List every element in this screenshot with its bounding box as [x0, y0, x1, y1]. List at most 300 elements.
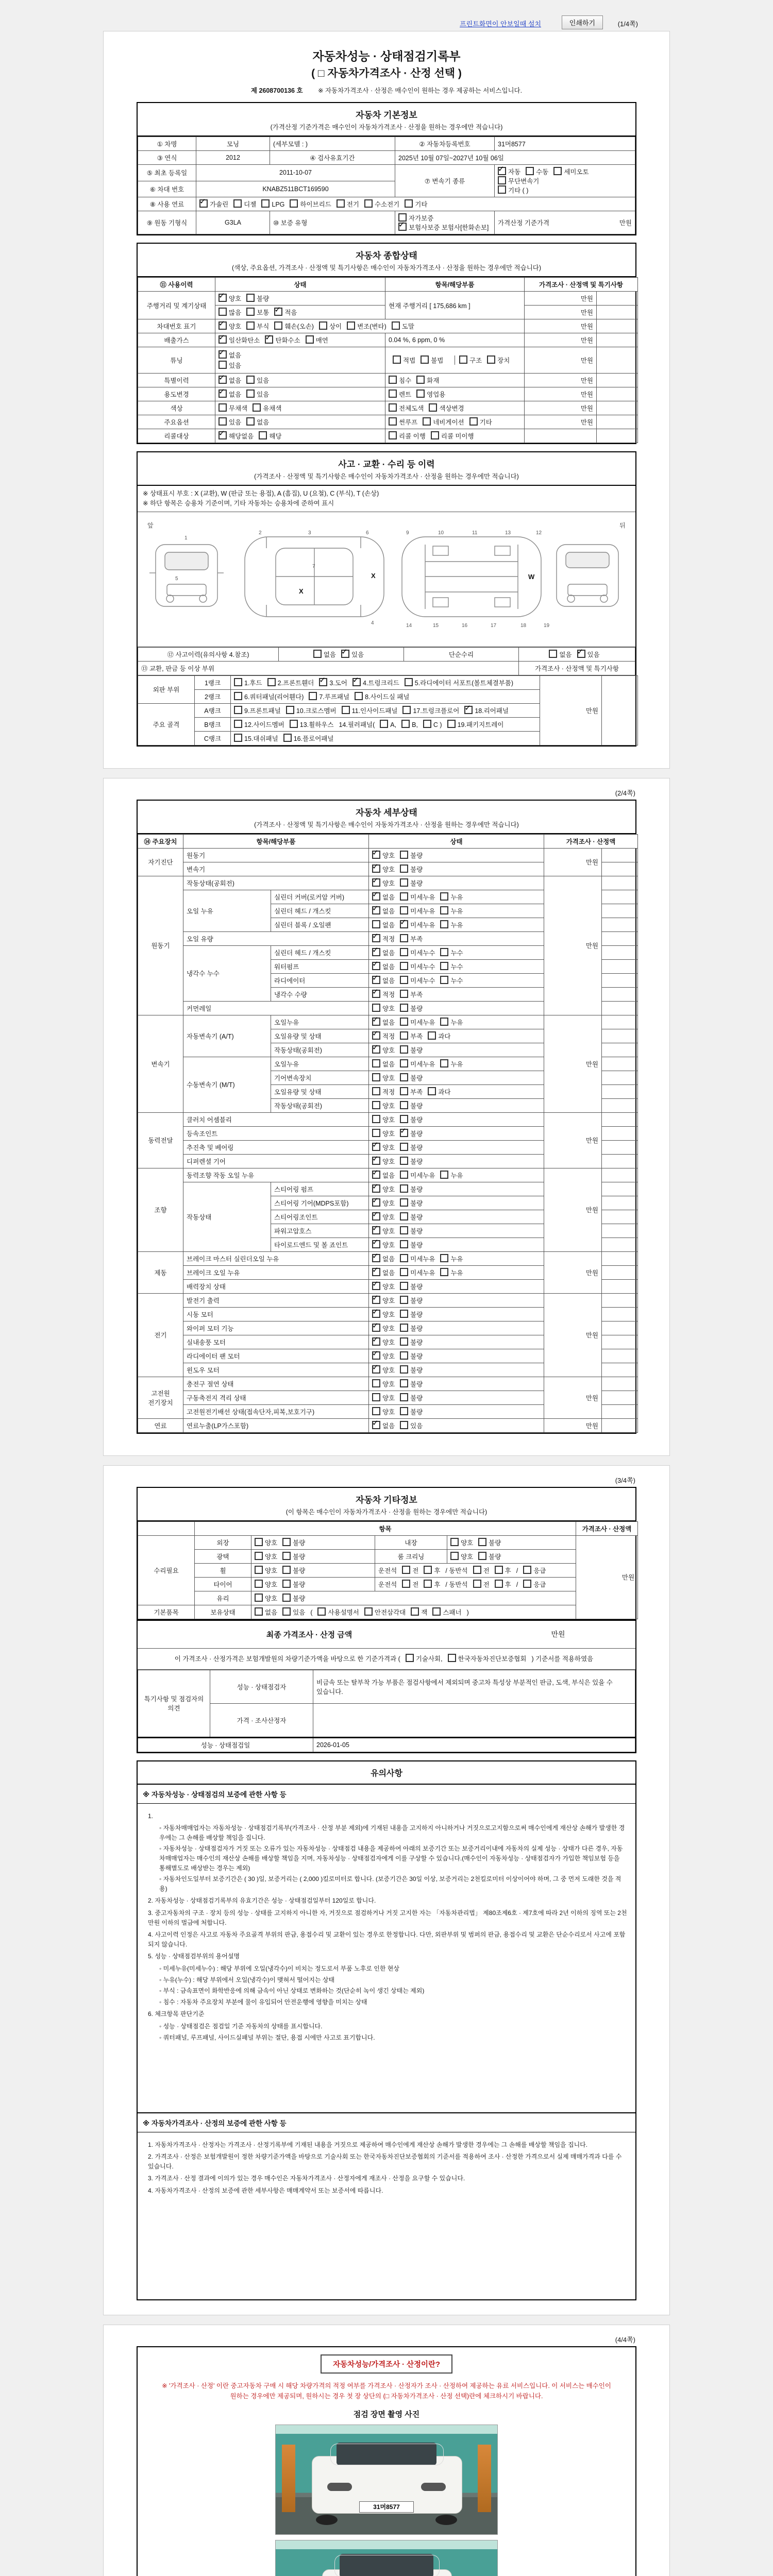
checkbox[interactable]: [274, 321, 314, 331]
checkbox-checked[interactable]: [464, 706, 509, 715]
td-el: [375, 1577, 576, 1591]
checkbox[interactable]: [402, 706, 459, 715]
checkbox[interactable]: [389, 431, 426, 440]
span-el: [526, 167, 534, 175]
checkbox[interactable]: [424, 1566, 440, 1575]
td-el: 만원: [525, 401, 597, 415]
checkbox-checked[interactable]: [372, 906, 395, 916]
g-el: [147, 521, 626, 529]
checkbox[interactable]: [400, 906, 435, 916]
div-el: [334, 2555, 440, 2576]
checkbox-checked[interactable]: [319, 678, 347, 687]
checkbox-checked[interactable]: [219, 376, 241, 385]
tbody-el: [138, 137, 635, 234]
checkbox-checked[interactable]: [372, 892, 395, 902]
td-el: ③ 연식: [138, 151, 196, 165]
td-el: 차대번호 표기: [138, 319, 215, 333]
checkbox[interactable]: [246, 308, 269, 317]
checkbox[interactable]: [495, 1566, 511, 1575]
circle-el: [199, 595, 207, 602]
checkbox[interactable]: [523, 1566, 546, 1575]
checkbox[interactable]: [282, 1580, 305, 1589]
checkbox[interactable]: [400, 1045, 423, 1055]
rect-el: [495, 546, 510, 555]
print-button[interactable]: 인쇄하기: [562, 15, 603, 29]
checkbox[interactable]: [400, 865, 423, 874]
checkbox[interactable]: [440, 1254, 463, 1263]
checkbox[interactable]: [246, 417, 269, 427]
checkbox[interactable]: [423, 720, 442, 728]
checkbox[interactable]: [447, 720, 504, 729]
checkbox-checked[interactable]: [372, 1184, 395, 1194]
checkbox-checked[interactable]: [372, 934, 395, 943]
checkbox[interactable]: [495, 1580, 511, 1589]
checkbox[interactable]: [400, 1101, 423, 1110]
price-unit: 만원: [544, 1251, 602, 1293]
checkbox-checked[interactable]: [398, 223, 489, 232]
checkbox[interactable]: [400, 1296, 423, 1305]
checkbox[interactable]: [440, 906, 463, 916]
checkbox[interactable]: [523, 1580, 546, 1589]
checkbox[interactable]: [337, 199, 359, 209]
checkbox-checked[interactable]: [372, 1143, 395, 1152]
checkbox[interactable]: [400, 1351, 423, 1361]
section-accident-history: [137, 451, 636, 747]
checkbox[interactable]: [290, 199, 331, 209]
checkbox[interactable]: [372, 1129, 395, 1138]
checkbox-checked[interactable]: [352, 678, 399, 687]
checkbox[interactable]: [372, 1087, 395, 1096]
checkbox-checked[interactable]: [372, 1031, 395, 1041]
span-el: [372, 1198, 380, 1207]
checkbox[interactable]: [400, 1337, 423, 1347]
checkbox-checked[interactable]: [372, 976, 395, 985]
checkbox-checked[interactable]: [219, 321, 241, 331]
item-label: 고전원전기배선 상태(접속단자,피복,보호기구): [183, 1404, 369, 1418]
checkbox[interactable]: [400, 1421, 423, 1430]
checkbox[interactable]: [411, 1607, 427, 1617]
checkbox[interactable]: [255, 1552, 277, 1561]
checkbox[interactable]: [400, 1157, 423, 1166]
notice-content-1: [138, 1804, 635, 2113]
checkbox[interactable]: [440, 1268, 463, 1277]
option-label: 리콜 미이행: [441, 433, 474, 440]
checkbox[interactable]: [478, 1538, 501, 1547]
checkbox[interactable]: [372, 920, 395, 929]
checkbox[interactable]: [400, 1226, 423, 1235]
checkbox[interactable]: [347, 321, 386, 331]
checkbox[interactable]: [402, 1580, 418, 1589]
checkbox[interactable]: [282, 1607, 305, 1617]
state-options: [369, 1182, 544, 1196]
checkbox[interactable]: [400, 1115, 423, 1124]
option-label: C ): [433, 721, 442, 728]
checkbox[interactable]: [428, 1031, 450, 1041]
item-label: 스티어링 기어(MDPS포함): [271, 1196, 369, 1210]
checkbox[interactable]: [372, 1379, 395, 1388]
checkbox-checked[interactable]: [577, 650, 600, 659]
checkbox-checked[interactable]: [372, 990, 395, 999]
checkbox[interactable]: [400, 1198, 423, 1208]
checkbox[interactable]: [364, 199, 399, 209]
checkbox[interactable]: [393, 355, 415, 365]
checkbox[interactable]: [440, 948, 463, 957]
checkbox-checked[interactable]: [498, 167, 520, 176]
checkbox[interactable]: [459, 355, 482, 365]
checkbox[interactable]: [309, 692, 349, 701]
option-label: 누유: [450, 1019, 463, 1026]
checkbox[interactable]: [498, 185, 528, 195]
item-label: 윈도우 모터: [183, 1363, 369, 1377]
option-label: A,: [390, 721, 397, 728]
checkbox[interactable]: [400, 1324, 423, 1333]
checkbox[interactable]: [400, 1059, 435, 1069]
section-comprehensive: [137, 243, 636, 444]
checkbox-checked[interactable]: [219, 335, 260, 345]
checkbox[interactable]: [372, 1407, 395, 1416]
checkbox[interactable]: [255, 1580, 277, 1589]
checkbox[interactable]: [372, 1059, 395, 1069]
checkbox-checked[interactable]: [219, 294, 241, 303]
item-label: 라디에이터: [271, 973, 369, 987]
checkbox[interactable]: [234, 720, 284, 729]
option-label: 불량: [257, 295, 270, 302]
checkbox-checked[interactable]: [274, 308, 297, 317]
checkbox-checked[interactable]: [219, 431, 254, 440]
checkbox[interactable]: [234, 706, 281, 715]
checkbox[interactable]: [526, 167, 548, 176]
checkbox[interactable]: [400, 1393, 423, 1402]
checkbox-checked[interactable]: [219, 350, 382, 360]
checkbox[interactable]: [234, 678, 262, 687]
checkbox[interactable]: [440, 1018, 463, 1027]
checkbox[interactable]: [405, 199, 427, 209]
span-el: [400, 1324, 408, 1332]
td-el: 성능 · 상태점검자: [210, 1670, 313, 1703]
checkbox[interactable]: [389, 376, 411, 385]
notice-item: 2. 자동차성능 · 상태점검기록부의 유효기간은 성능 · 상태점검일부터 120일로 합니다.: [148, 1897, 376, 1905]
checkbox-checked[interactable]: [372, 1421, 395, 1430]
checkbox-checked[interactable]: [372, 878, 395, 888]
text-el: 16: [462, 622, 468, 629]
checkbox[interactable]: [372, 1115, 395, 1124]
checkbox[interactable]: [255, 1607, 277, 1617]
checkbox[interactable]: [405, 678, 513, 687]
checkbox[interactable]: [423, 417, 464, 427]
price-value-cell: [602, 904, 638, 918]
checkbox[interactable]: [255, 1538, 277, 1547]
checkbox-checked[interactable]: [372, 851, 395, 860]
checkbox-checked[interactable]: [372, 1171, 395, 1180]
checkbox-checked[interactable]: [372, 1324, 395, 1333]
td-el: ⑤ 최초 등록일: [138, 165, 196, 181]
checkbox-checked[interactable]: [372, 948, 395, 957]
th-el: ⑭ 주요장치: [138, 834, 183, 848]
text-el: 19: [544, 622, 550, 629]
checkbox[interactable]: [392, 321, 414, 331]
checkbox-checked[interactable]: [265, 335, 300, 345]
option-label: 양호: [382, 1185, 395, 1193]
checkbox[interactable]: [448, 1654, 527, 1664]
state-options: [369, 904, 544, 918]
checkbox[interactable]: [440, 920, 463, 929]
item-label: 작동상태(공회전): [183, 876, 369, 890]
checkbox-checked[interactable]: [372, 1226, 395, 1235]
td-el: [597, 347, 638, 374]
checkbox[interactable]: [400, 1407, 423, 1416]
checkbox-checked[interactable]: [372, 1282, 395, 1291]
checkbox[interactable]: [372, 1393, 395, 1402]
checkbox-checked[interactable]: [372, 1268, 395, 1277]
span-el: [372, 1059, 380, 1067]
checkbox[interactable]: [440, 962, 463, 971]
checkbox-checked[interactable]: [400, 920, 435, 929]
checkbox[interactable]: [400, 1365, 423, 1375]
checkbox-checked[interactable]: [372, 1157, 395, 1166]
checkbox[interactable]: [400, 990, 423, 999]
checkbox[interactable]: [380, 720, 396, 728]
checkbox[interactable]: [450, 1538, 473, 1547]
span-el: [401, 720, 410, 728]
checkbox-checked[interactable]: [372, 1018, 395, 1027]
option-label: 불량: [410, 1380, 423, 1388]
checkbox-checked[interactable]: [372, 1296, 395, 1305]
checkbox[interactable]: [402, 1566, 418, 1575]
option-label: 없음: [382, 963, 395, 971]
option-label: 응급: [533, 1581, 546, 1588]
checkbox-checked[interactable]: [372, 1310, 395, 1319]
state-options: [369, 876, 544, 890]
checkbox[interactable]: [372, 1073, 395, 1082]
option-label: 양호: [382, 1325, 395, 1332]
checkbox[interactable]: [372, 1004, 395, 1013]
checkbox[interactable]: [473, 1566, 490, 1575]
text-el: 6: [366, 530, 369, 536]
span-el: [440, 1171, 448, 1179]
checkbox[interactable]: [549, 650, 572, 659]
checkbox[interactable]: [400, 934, 423, 943]
checkbox[interactable]: [432, 1607, 461, 1617]
option-label: 이 가격조사 · 산정가격은 보험개발원의 차량기준가액을 바탕으로 한 기준가격과 (: [174, 1655, 400, 1663]
td-el: ⑨ 원동 기형식: [138, 211, 196, 234]
checkbox[interactable]: [246, 376, 269, 385]
checkbox[interactable]: [400, 976, 435, 985]
checkbox[interactable]: [219, 403, 247, 413]
checkbox[interactable]: [234, 692, 304, 701]
checkbox[interactable]: [389, 403, 424, 413]
checkbox[interactable]: [389, 389, 411, 399]
checkbox-checked[interactable]: [372, 1212, 395, 1222]
checkbox[interactable]: [286, 706, 337, 715]
rect-el: [568, 584, 607, 596]
checkbox-checked[interactable]: [372, 1365, 395, 1375]
checkbox[interactable]: [259, 431, 281, 440]
checkbox[interactable]: [469, 417, 492, 427]
table-row: [138, 1703, 635, 1737]
checkbox[interactable]: [440, 1059, 463, 1069]
checkbox[interactable]: [553, 167, 589, 176]
checkbox-checked[interactable]: [372, 1198, 395, 1208]
checkbox[interactable]: [400, 878, 423, 888]
checkbox[interactable]: [400, 1212, 423, 1222]
checkbox[interactable]: [313, 650, 336, 659]
print-install-link[interactable]: 프린트화면이 안보일때 설치: [460, 20, 541, 28]
table-row: [138, 319, 638, 333]
option-label: ): [466, 1608, 469, 1616]
table-row: [138, 1112, 638, 1126]
checkbox[interactable]: [400, 851, 423, 860]
option-label: 일산화탄소: [229, 337, 260, 344]
checkbox[interactable]: [219, 417, 241, 427]
option-text: [445, 1580, 467, 1589]
checkbox[interactable]: [219, 361, 382, 370]
checkbox[interactable]: [440, 1171, 463, 1180]
checkbox[interactable]: [416, 389, 445, 399]
checkbox[interactable]: [372, 1101, 395, 1110]
option-label: 운전석: [378, 1567, 397, 1574]
span-el: [400, 1045, 408, 1054]
notice-item: 2. 가격조사 · 산정은 보험개발원이 정한 차량기준가액을 바탕으로 기술사회 또는 한국자동차진단보증협회의 기준서를 적용하여 조사 · 산정한 가격으로서 실제 매매가격과 다를 수 있습니다.: [148, 2153, 622, 2170]
checkbox[interactable]: [478, 1552, 501, 1561]
checkbox[interactable]: [440, 892, 463, 902]
text-el: 14: [406, 622, 412, 629]
option-label: 양호: [382, 1199, 395, 1207]
checkbox-checked[interactable]: [372, 1351, 395, 1361]
span-el: [372, 1240, 380, 1248]
notice-item: 4. 자동차가격조사 · 산정의 보증에 관한 세부사항은 매매계약서 또는 보증서에 따릅니다.: [148, 2187, 383, 2195]
section-photos: [137, 2346, 636, 2576]
span-el: [372, 1268, 380, 1276]
state-options: [369, 890, 544, 904]
checkbox[interactable]: [290, 720, 334, 729]
checkbox[interactable]: [246, 294, 269, 303]
checkbox[interactable]: [234, 734, 278, 743]
checkbox-checked[interactable]: [341, 650, 364, 659]
checkbox[interactable]: [400, 892, 435, 902]
span-el: [255, 1538, 263, 1546]
checkbox[interactable]: [400, 1143, 423, 1152]
item-label: 원동기: [183, 848, 369, 862]
checkbox[interactable]: [282, 1566, 305, 1575]
checkbox[interactable]: [406, 1654, 443, 1664]
span-el: [372, 934, 380, 942]
checkbox[interactable]: [282, 1552, 305, 1561]
checkbox[interactable]: [306, 335, 328, 345]
tbody-el: [138, 1670, 635, 1752]
checkbox[interactable]: [400, 1240, 423, 1249]
checkbox[interactable]: [389, 417, 417, 427]
checkbox[interactable]: [342, 706, 398, 715]
checkbox[interactable]: [355, 692, 409, 701]
span-el: [234, 706, 242, 714]
checkbox[interactable]: [416, 376, 439, 385]
state-options: [369, 1210, 544, 1224]
checkbox-checked[interactable]: [372, 865, 395, 874]
checkbox[interactable]: [473, 1580, 490, 1589]
checkbox[interactable]: [400, 1184, 423, 1194]
option-label: 7.루프패널: [319, 693, 350, 701]
checkbox[interactable]: [400, 962, 435, 971]
checkbox-checked[interactable]: [372, 1045, 395, 1055]
option-label: 장치: [497, 357, 510, 364]
checkbox-checked[interactable]: [372, 962, 395, 971]
state-options: [369, 1265, 544, 1279]
checkbox[interactable]: [400, 1171, 435, 1180]
checkbox[interactable]: [267, 678, 314, 687]
photo-section-title: 점검 장면 촬영 사진: [353, 2410, 420, 2419]
checkbox-checked[interactable]: [219, 389, 241, 399]
checkbox[interactable]: [219, 308, 241, 317]
span-el: [400, 1268, 408, 1276]
checkbox[interactable]: [421, 355, 443, 365]
checkbox[interactable]: [429, 403, 464, 413]
checkbox[interactable]: [400, 1031, 423, 1041]
checkbox[interactable]: [255, 1566, 277, 1575]
checkbox[interactable]: [400, 1073, 423, 1082]
checkbox[interactable]: [498, 176, 539, 185]
th-el: ⑪ 사용이력: [138, 278, 215, 292]
checkbox[interactable]: [450, 1552, 473, 1561]
checkbox-checked[interactable]: [372, 1240, 395, 1249]
first-registration-date: 2011-10-07: [196, 165, 395, 181]
tbody-el: [138, 278, 638, 443]
checkbox[interactable]: [253, 403, 281, 413]
checkbox-checked[interactable]: [372, 1254, 395, 1263]
checkbox[interactable]: [400, 1254, 435, 1263]
inspection-photo-front: [275, 2425, 498, 2535]
checkbox[interactable]: [431, 431, 474, 440]
checkbox[interactable]: [255, 1594, 277, 1603]
checkbox[interactable]: [364, 1607, 406, 1617]
price-value-cell: [602, 1001, 638, 1015]
checkbox[interactable]: [246, 389, 269, 399]
checkbox[interactable]: [400, 1379, 423, 1388]
checkbox[interactable]: [400, 1268, 435, 1277]
checkbox[interactable]: [317, 1607, 359, 1617]
checkbox[interactable]: [401, 720, 418, 728]
item-label: 발전기 출력: [183, 1293, 369, 1307]
checkbox[interactable]: [424, 1580, 440, 1589]
state-options: [369, 1224, 544, 1238]
checkbox[interactable]: [400, 1282, 423, 1291]
checkbox[interactable]: [233, 199, 256, 209]
checkbox[interactable]: [246, 321, 269, 331]
checkbox[interactable]: [400, 1004, 423, 1013]
checkbox-checked[interactable]: [400, 1129, 423, 1138]
checkbox[interactable]: [282, 1594, 305, 1603]
div-el: [389, 355, 455, 365]
checkbox-checked[interactable]: [199, 199, 228, 209]
checkbox[interactable]: [400, 948, 435, 957]
span-el: [400, 1351, 408, 1360]
checkbox[interactable]: [428, 1087, 450, 1096]
span-el: [450, 1552, 459, 1560]
span-el: [400, 1337, 408, 1346]
checkbox[interactable]: [400, 1018, 435, 1027]
checkbox[interactable]: [487, 355, 510, 365]
table-row: [138, 165, 635, 181]
sub-group-label: 냉각수 누수: [183, 945, 271, 1001]
checkbox[interactable]: [283, 734, 334, 743]
checkbox[interactable]: [400, 1087, 423, 1096]
checkbox-checked[interactable]: [372, 1337, 395, 1347]
checkbox[interactable]: [261, 199, 284, 208]
checkbox[interactable]: [282, 1538, 305, 1547]
checkbox[interactable]: [440, 976, 463, 985]
td-el: [215, 306, 385, 319]
checkbox[interactable]: [400, 1310, 423, 1319]
checkbox[interactable]: [319, 321, 342, 331]
